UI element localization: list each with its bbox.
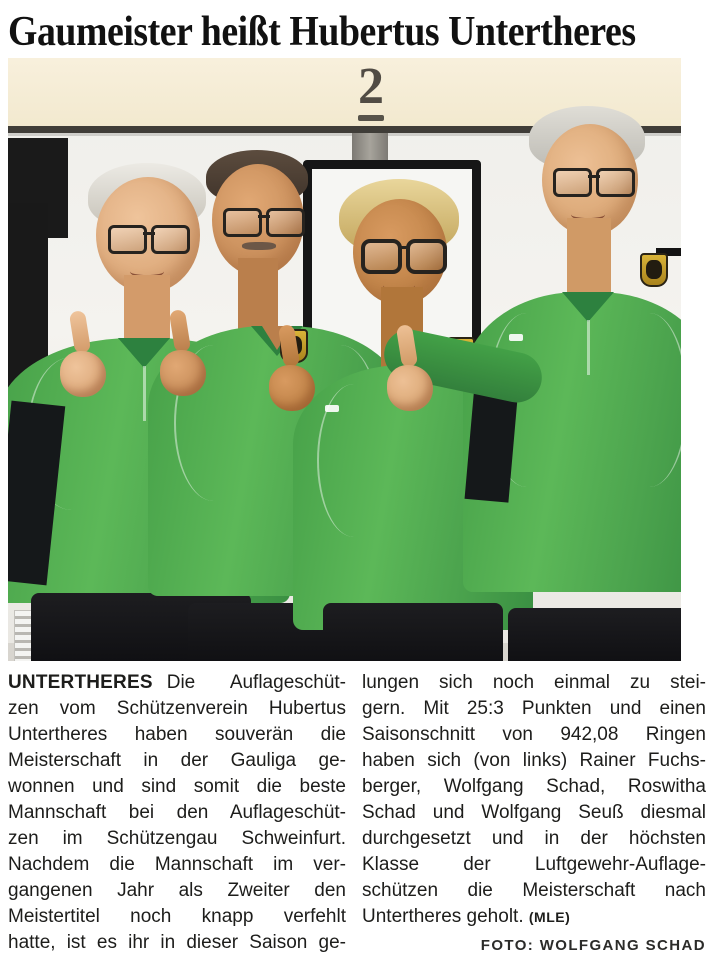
caption-line: Meisterschaft in der Gauliga ge-: [8, 750, 346, 771]
person-4-fist: [387, 365, 433, 411]
person-4-neck: [567, 218, 611, 302]
caption-text: Die Auflageschüt-: [166, 672, 346, 693]
caption-line: lungen sich noch einmal zu stei-: [362, 672, 706, 693]
dateline: UNTERTHERES: [8, 672, 153, 693]
caption-line: [362, 904, 706, 930]
caption-line: zen im Schützengau Schweinfurt.: [8, 828, 346, 849]
caption: [8, 670, 706, 956]
person-3-glasses: [361, 239, 447, 274]
lens-icon: [108, 225, 147, 254]
caption-line: [8, 670, 346, 696]
caption-column-right: [362, 670, 706, 956]
caption-column-left: [8, 670, 346, 956]
person-4-placket: [587, 320, 590, 375]
author-initials: (MLE): [528, 909, 571, 925]
lens-icon: [596, 168, 635, 197]
caption-line: Untertheres haben souverän die: [8, 724, 346, 745]
lens-icon: [553, 168, 592, 197]
caption-line: zen vom Schützenverein Hubertus: [8, 698, 346, 719]
caption-line: Mannschaft bei den Auflageschüt-: [8, 802, 346, 823]
lens-icon: [223, 208, 262, 237]
lens-icon: [361, 239, 402, 274]
person-2-mustache: [242, 242, 276, 250]
caption-line: schützen die Meisterschaft nach: [362, 880, 706, 901]
caption-line: Nachdem die Mannschaft im ver-: [8, 854, 346, 875]
lens-icon: [406, 239, 447, 274]
caption-line: Saisonschnitt von 942,08 Ringen: [362, 724, 706, 745]
headline: Gaumeister heißt Hubertus Untertheres: [8, 9, 636, 55]
caption-line: berger, Wolfgang Schad, Roswitha: [362, 776, 706, 797]
team-photo: [8, 58, 681, 661]
person-2-fist: [160, 350, 206, 396]
caption-line: Klasse der Luftgewehr-Auflage-: [362, 854, 706, 875]
person-4-collar: [562, 292, 614, 322]
caption-line: wonnen und sind somit die beste: [8, 776, 346, 797]
caption-line: gern. Mit 25:3 Punkten und einen: [362, 698, 706, 719]
person-3-shirt-logo: [325, 405, 339, 412]
person-4: [463, 96, 681, 661]
person-2-neck: [238, 258, 278, 336]
person-4-crest-badge: [640, 253, 668, 287]
caption-line: durchgesetzt und in der höchsten: [362, 828, 706, 849]
person-3-fist: [269, 365, 315, 411]
caption-line: Meistertitel noch knapp verfehlt: [8, 906, 346, 927]
caption-text: Untertheres geholt.: [362, 906, 524, 927]
caption-line: haben sich (von links) Rainer Fuchs-: [362, 750, 706, 771]
lane-number: 2: [358, 58, 384, 115]
person-2-thumb-up-icon: [169, 309, 191, 353]
photo-credit: FOTO: WOLFGANG SCHAD: [480, 937, 706, 954]
person-4-glasses: [553, 168, 635, 197]
caption-line: Schad und Wolfgang Seuß diesmal: [362, 802, 706, 823]
person-4-pants: [508, 608, 681, 661]
caption-line: hatte, ist es ihr in dieser Saison ge-: [8, 932, 346, 953]
person-1-placket: [143, 366, 146, 421]
person-1-fist: [60, 351, 106, 397]
lane-number-bracket: [358, 115, 384, 121]
caption-line: gangenen Jahr als Zweiter den: [8, 880, 346, 901]
person-4-shirt-logo: [509, 334, 523, 341]
